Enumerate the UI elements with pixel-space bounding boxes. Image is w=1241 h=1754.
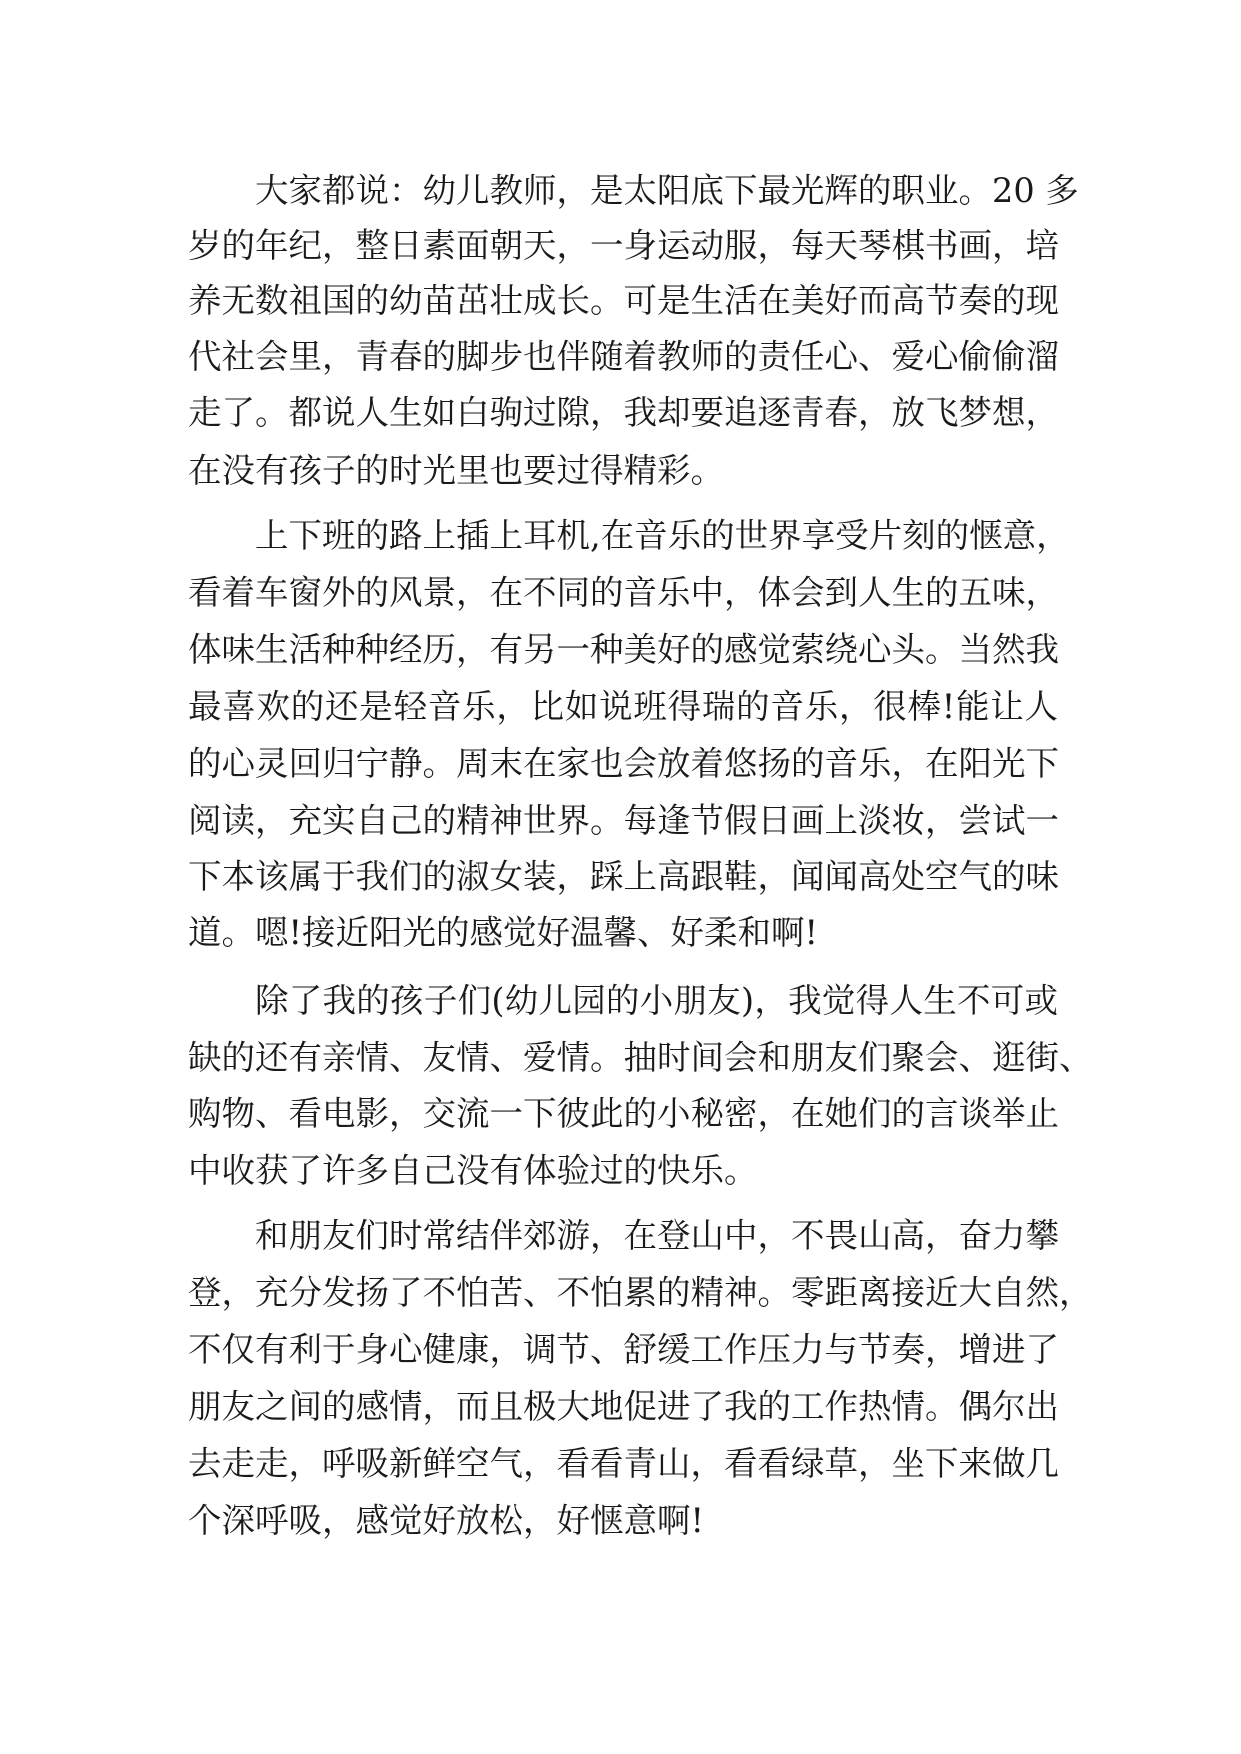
paragraph-3-line-1: 除了我的孩子们(幼儿园的小朋友)，我觉得人生不可或 [255,981,1058,1020]
paragraph-4-line-5: 去走走，呼吸新鲜空气，看看青山，看看绿草，坐下来做几 [188,1444,1059,1483]
paragraph-4-line-2: 登，充分发扬了不怕苦、不怕累的精神。零距离接近大自然， [188,1273,1093,1312]
paragraph-2-line-5: 的心灵回归宁静。周末在家也会放着悠扬的音乐，在阳光下 [188,744,1059,783]
paragraph-1-line-4: 代社会里，青春的脚步也伴随着教师的责任心、爱心偷偷溜 [188,337,1059,376]
paragraph-2-line-8: 道。嗯!接近阳光的感觉好温馨、好柔和啊! [188,913,818,952]
paragraph-2-line-1: 上下班的路上插上耳机,在音乐的世界享受片刻的惬意， [255,516,1070,555]
paragraph-4-line-4: 朋友之间的感情，而且极大地促进了我的工作热情。偶尔出 [188,1387,1059,1426]
paragraph-3-line-2: 缺的还有亲情、友情、爱情。抽时间会和朋友们聚会、逛街、 [188,1038,1093,1077]
paragraph-3-line-4: 中收获了许多自己没有体验过的快乐。 [188,1151,758,1190]
paragraph-1-line-6: 在没有孩子的时光里也要过得精彩。 [188,451,724,490]
paragraph-2-line-2: 看着车窗外的风景，在不同的音乐中，体会到人生的五味， [188,573,1059,612]
paragraph-2-line-4: 最喜欢的还是轻音乐，比如说班得瑞的音乐，很棒!能让人 [188,687,1058,726]
paragraph-1-line-2: 岁的年纪，整日素面朝天，一身运动服，每天琴棋书画，培 [188,226,1059,265]
paragraph-1-line-5: 走了。都说人生如白驹过隙，我却要追逐青春，放飞梦想， [188,393,1059,432]
paragraph-4-line-3: 不仅有利于身心健康，调节、舒缓工作压力与节奏，增进了 [188,1330,1059,1369]
paragraph-2-line-3: 体味生活种种经历，有另一种美好的感觉萦绕心头。当然我 [188,630,1059,669]
paragraph-4-line-6: 个深呼吸，感觉好放松，好惬意啊! [188,1501,704,1540]
paragraph-1-line-1: 大家都说：幼儿教师，是太阳底下最光辉的职业。20 多 [255,171,1079,210]
paragraph-4-line-1: 和朋友们时常结伴郊游，在登山中，不畏山高，奋力攀 [255,1216,1059,1255]
paragraph-2-line-7: 下本该属于我们的淑女装，踩上高跟鞋，闻闻高处空气的味 [188,857,1059,896]
paragraph-3-line-3: 购物、看电影，交流一下彼此的小秘密，在她们的言谈举止 [188,1094,1059,1133]
paragraph-1-line-3: 养无数祖国的幼苗茁壮成长。可是生活在美好而高节奏的现 [188,281,1059,320]
paragraph-2-line-6: 阅读，充实自己的精神世界。每逢节假日画上淡妆，尝试一 [188,801,1059,840]
